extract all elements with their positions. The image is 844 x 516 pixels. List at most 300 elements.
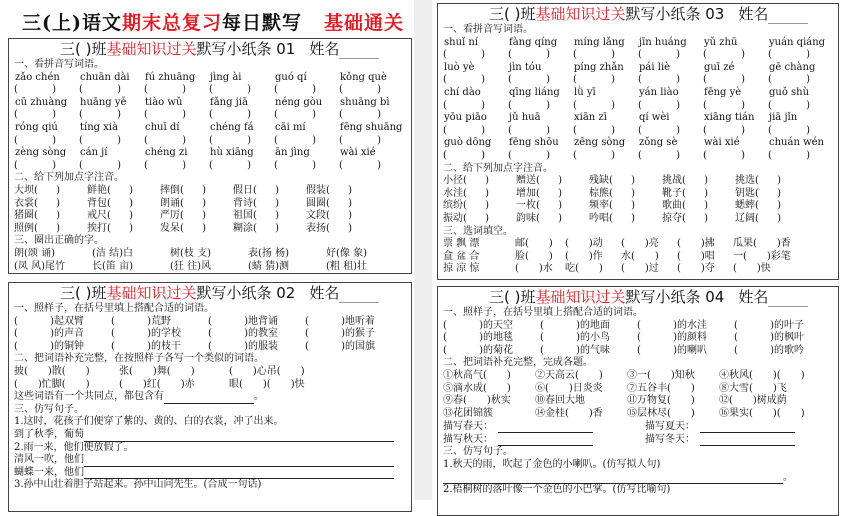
word: 摔倒: [160, 184, 180, 196]
name-input[interactable]: [768, 292, 808, 307]
item-text: 好(像 象): [326, 247, 367, 259]
word: 的歌吟: [774, 344, 804, 356]
answer-blank[interactable]: [111, 328, 151, 341]
item-text: 票 飘 漂: [443, 238, 480, 250]
word: 荒野: [151, 315, 171, 327]
word: 的叶子: [774, 319, 804, 331]
item-text: ( )心吊( ): [229, 365, 305, 377]
section-heading: 一、看拼音写词语。: [14, 59, 104, 70]
answer-blank[interactable]: [326, 198, 352, 211]
word: 赠送: [516, 175, 536, 187]
answer-blank[interactable]: [540, 345, 580, 358]
answer-blank[interactable]: [107, 185, 133, 198]
item-text: ①秋高气( ): [443, 369, 511, 381]
pinyin-word: zèng sòng: [15, 147, 67, 159]
pinyin-word: pái liè: [639, 61, 671, 73]
answer-blank[interactable]: [755, 200, 781, 213]
sheet-header: [14, 284, 411, 303]
item-text: ⑨春( )秋实: [443, 395, 511, 407]
answer-row: [14, 160, 411, 173]
word: 的喇叭: [677, 344, 707, 356]
answer-blank[interactable]: [209, 160, 251, 173]
answer-blank[interactable]: [703, 125, 745, 138]
name-label: 姓名: [309, 40, 340, 58]
item-text: 邮( ): [515, 238, 553, 250]
answer-blank[interactable]: [609, 213, 635, 226]
word: 发呆: [160, 222, 180, 234]
pinyin-word: jīn huáng: [639, 36, 687, 48]
answer-blank[interactable]: [144, 109, 186, 122]
answer-blank[interactable]: [682, 175, 708, 188]
answer-blank[interactable]: [144, 84, 186, 97]
answer-blank[interactable]: [339, 135, 381, 148]
answer-blank[interactable]: [253, 210, 279, 223]
answer-blank[interactable]: [463, 175, 489, 188]
pinyin-word: shuǐ ní: [444, 36, 479, 48]
answer-blank[interactable]: [107, 210, 133, 223]
pinyin-word: chuān dài: [80, 71, 130, 83]
answer-blank[interactable]: [508, 150, 550, 163]
pinyin-word: wài xié: [340, 147, 376, 159]
pinyin-word: chéng zi: [145, 147, 188, 159]
answer-blank[interactable]: [443, 345, 483, 358]
name-input[interactable]: [339, 44, 379, 59]
item-text: 水( ): [621, 250, 659, 262]
answer-blank[interactable]: [637, 320, 677, 333]
item-text: ⑯果实( )( ): [719, 407, 805, 419]
pinyin-word: jiā jǐn: [769, 112, 798, 124]
class-label: 三( )班: [60, 284, 107, 302]
answer-blank[interactable]: [253, 223, 279, 236]
sentence-text: 2.雨一来，他们便放假了。: [14, 441, 134, 453]
pinyin-word: fēng yè: [704, 86, 742, 98]
answer-blank[interactable]: [573, 150, 615, 163]
answer-blank[interactable]: [768, 100, 810, 113]
answer-blank[interactable]: [14, 316, 54, 329]
word: 水洼: [443, 187, 463, 199]
sheet-subtitle: 基础知识过关: [535, 5, 626, 23]
item-text: ⑫( )树成荫: [719, 395, 787, 407]
item-text: ( )快: [733, 263, 771, 275]
word: 残缺: [589, 175, 609, 187]
answer-blank[interactable]: [208, 316, 248, 329]
answer-blank[interactable]: [305, 328, 345, 341]
answer-blank[interactable]: [208, 328, 248, 341]
sentence-text: 1.秋天的雨，吹起了金色的小喇叭。(仿写拟人句): [443, 458, 661, 470]
answer-blank[interactable]: [703, 150, 745, 163]
answer-blank[interactable]: [339, 109, 381, 122]
answer-blank[interactable]: [14, 160, 56, 173]
answer-blank[interactable]: [573, 74, 615, 87]
answer-blank[interactable]: [443, 150, 485, 163]
answer-blank[interactable]: [305, 316, 345, 329]
answer-blank[interactable]: [443, 125, 485, 138]
item-text: ⑦五谷丰( ): [627, 382, 695, 394]
answer-blank[interactable]: [14, 84, 56, 97]
pinyin-word: shuāng bì: [340, 96, 390, 108]
answer-blank[interactable]: [536, 188, 562, 201]
fill-row: [443, 332, 838, 345]
sentence-text: 3.孙中山壮着胆子站起来。孙中山问先生。(合成一句话): [14, 479, 262, 491]
answer-blank[interactable]: [703, 100, 745, 113]
item-row: [443, 408, 838, 421]
pinyin-row: [14, 72, 411, 85]
section-heading: 一、照样子，在括号里填上搭配合适的词语。: [14, 303, 214, 314]
pinyin-word: xiāng tián: [704, 112, 755, 124]
answer-blank[interactable]: [443, 100, 485, 113]
pinyin-word: jìng ài: [210, 71, 242, 83]
word: 严厉: [160, 210, 180, 222]
answer-blank[interactable]: [34, 210, 60, 223]
answer-blank[interactable]: [638, 49, 680, 62]
answer-blank[interactable]: [253, 185, 279, 198]
answer-blank[interactable]: [573, 49, 615, 62]
name-label: 姓名: [309, 284, 340, 302]
answer-blank[interactable]: [326, 185, 352, 198]
fill-row: [14, 316, 411, 329]
answer-blank[interactable]: [180, 198, 206, 211]
pinyin-row: [443, 37, 838, 50]
item-text: 树(枝 支): [170, 247, 211, 259]
word: 朗诵: [160, 197, 180, 209]
answer-blank[interactable]: [682, 188, 708, 201]
answer-blank[interactable]: [734, 332, 774, 345]
answer-blank[interactable]: [209, 135, 251, 148]
answer-blank[interactable]: [463, 188, 489, 201]
section: [14, 235, 411, 273]
sheet-number: 默写小纸条 02: [196, 284, 296, 302]
answer-blank[interactable]: [443, 74, 485, 87]
answer-blank[interactable]: [209, 84, 251, 97]
answer-blank[interactable]: [638, 125, 680, 138]
item-text: 瓜果( )香: [733, 238, 791, 250]
answer-blank[interactable]: [34, 198, 60, 211]
answer-blank[interactable]: [637, 345, 677, 358]
answer-blank[interactable]: [305, 341, 345, 354]
section-heading: 三、圈出正确的字。: [14, 235, 104, 247]
section-heading: 一、照样子，在括号里填上搭配合适的词语。: [443, 307, 643, 318]
item-text: ( )夺: [677, 263, 715, 275]
word: 的颜料: [677, 332, 707, 344]
item-row: [14, 379, 411, 392]
answer-blank[interactable]: [508, 74, 550, 87]
answer-blank[interactable]: [638, 100, 680, 113]
answer-blank[interactable]: [638, 74, 680, 87]
section-heading: 二、给下列加点字注音。: [443, 162, 553, 174]
section: [14, 172, 411, 235]
item-text: 张( )舞( ): [119, 365, 195, 377]
section: [443, 446, 838, 496]
item-text: 掠 凉 惊: [443, 263, 480, 275]
sentence-text: 1.这时，花孩子们便穿了紫的、黄的、白的衣裳，冲了出来。: [14, 416, 284, 428]
pinyin-row: [443, 112, 838, 125]
word: 靴子: [662, 187, 682, 199]
answer-blank[interactable]: [326, 210, 352, 223]
word: 的菊花: [483, 344, 513, 356]
answer-blank[interactable]: [79, 160, 121, 173]
answer-row: [443, 74, 838, 87]
word: 地听着: [345, 315, 375, 327]
zhuyin-row: [14, 210, 411, 223]
item-text: ( )红( )赤: [119, 378, 195, 390]
name-label: 姓名: [738, 5, 769, 23]
answer-line[interactable]: [498, 434, 593, 446]
name-input[interactable]: [768, 9, 808, 24]
pinyin-word: hù xiāng: [210, 147, 254, 159]
word: 鲜艳: [87, 184, 107, 196]
word: 起双臂: [54, 315, 84, 327]
answer-blank[interactable]: [180, 223, 206, 236]
item-text: ( )过: [621, 263, 659, 275]
item-text: 一( )彩笔: [733, 250, 791, 262]
zhuyin-row: [14, 198, 411, 211]
answer-blank[interactable]: [703, 49, 745, 62]
pinyin-word: lǜ yī: [574, 86, 596, 98]
answer-blank[interactable]: [536, 213, 562, 226]
zhuyin-row: [14, 185, 411, 198]
answer-blank[interactable]: [508, 100, 550, 113]
word: 假日: [233, 184, 253, 196]
answer-blank[interactable]: [14, 135, 56, 148]
answer-blank[interactable]: [540, 320, 580, 333]
pinyin-word: róng qiú: [15, 121, 58, 133]
pinyin-row: [14, 122, 411, 135]
item-row: [443, 383, 838, 396]
answer-line[interactable]: [443, 472, 783, 484]
sheet-subtitle: 基础知识过关: [106, 284, 197, 302]
answer-line[interactable]: [700, 421, 795, 433]
word: 一枚: [516, 200, 536, 212]
answer-blank[interactable]: [144, 135, 186, 148]
answer-blank[interactable]: [274, 84, 316, 97]
answer-blank[interactable]: [508, 125, 550, 138]
sentence-line: [14, 391, 411, 404]
answer-blank[interactable]: [540, 332, 580, 345]
pinyin-word: cán jí: [80, 147, 108, 159]
answer-blank[interactable]: [79, 135, 121, 148]
item-text: 脸( ): [515, 250, 553, 262]
answer-line[interactable]: [498, 421, 593, 433]
answer-blank[interactable]: [79, 84, 121, 97]
sentence-line: [443, 484, 838, 497]
answer-blank[interactable]: [536, 200, 562, 213]
answer-blank[interactable]: [326, 223, 352, 236]
page-title: [22, 8, 405, 35]
word: 的小鸟: [580, 332, 610, 344]
answer-blank[interactable]: [111, 316, 151, 329]
answer-blank[interactable]: [443, 332, 483, 345]
pinyin-word: chí dào: [444, 86, 481, 98]
item-text: (洁 结)白: [92, 247, 133, 259]
pinyin-word: cāi mí: [275, 121, 306, 133]
word: 辽阔: [735, 212, 755, 224]
pinyin-word: yōu piāo: [444, 112, 487, 124]
word: 增加: [516, 187, 536, 199]
word: 掠夺: [662, 212, 682, 224]
answer-blank[interactable]: [209, 109, 251, 122]
answer-blank[interactable]: [609, 188, 635, 201]
sentence-line: [443, 459, 838, 472]
answer-blank[interactable]: [463, 200, 489, 213]
answer-blank[interactable]: [107, 223, 133, 236]
answer-blank[interactable]: [34, 223, 60, 236]
answer-blank[interactable]: [253, 198, 279, 211]
pinyin-word: wài xié: [704, 137, 740, 149]
pinyin-word: néng gòu: [275, 96, 323, 108]
answer-blank[interactable]: [180, 210, 206, 223]
section: [443, 24, 838, 163]
item-text: ⑧大雪( )飞: [719, 382, 787, 394]
item-text: ⑪万物复( ): [627, 395, 695, 407]
pinyin-word: fēng shōu: [509, 137, 559, 149]
sentence-text: 清风一吹，他们: [14, 454, 84, 466]
answer-blank[interactable]: [638, 150, 680, 163]
word: 照例: [14, 222, 34, 234]
answer-blank[interactable]: [536, 175, 562, 188]
answer-blank[interactable]: [703, 74, 745, 87]
answer-line[interactable]: [164, 392, 254, 404]
answer-blank[interactable]: [755, 213, 781, 226]
answer-blank[interactable]: [508, 49, 550, 62]
section-heading: 二、给下列加点字注音。: [14, 172, 124, 184]
sentence-line: [14, 429, 411, 442]
item-text: ( )忙脚( ): [14, 378, 90, 390]
pinyin-word: jǔ huā: [509, 112, 541, 124]
word: 的水洼: [677, 319, 707, 331]
answer-blank[interactable]: [573, 100, 615, 113]
item-row: [14, 366, 411, 379]
sheet-subtitle: 基础知识过关: [106, 40, 197, 58]
word: 圆圈: [306, 197, 326, 209]
answer-row: [14, 135, 411, 148]
answer-blank[interactable]: [463, 213, 489, 226]
answer-line[interactable]: [700, 434, 795, 446]
answer-blank[interactable]: [339, 84, 381, 97]
pinyin-word: gē chàng: [769, 61, 816, 73]
answer-blank[interactable]: [14, 109, 56, 122]
word: 的铜钟: [54, 340, 84, 352]
section-heading: 三、仿写句子。: [14, 403, 84, 415]
pinyin-word: fú zhuāng: [145, 71, 196, 83]
item-text: ⑬花团锦簇: [443, 407, 493, 419]
word: 猪圈: [14, 210, 34, 222]
answer-blank[interactable]: [443, 49, 485, 62]
name-input[interactable]: [339, 288, 379, 303]
answer-line[interactable]: [84, 467, 394, 479]
item-text: ( )唱: [677, 250, 715, 262]
word: 地背诵: [248, 315, 278, 327]
answer-blank[interactable]: [682, 213, 708, 226]
sheet-header: [443, 5, 838, 24]
answer-blank[interactable]: [144, 160, 186, 173]
word: 大坝: [14, 184, 34, 196]
describe-label: 描写冬天：: [645, 433, 695, 445]
answer-blank[interactable]: [573, 125, 615, 138]
answer-blank[interactable]: [734, 345, 774, 358]
answer-blank[interactable]: [609, 200, 635, 213]
answer-blank[interactable]: [34, 185, 60, 198]
answer-blank[interactable]: [609, 175, 635, 188]
section: [443, 163, 838, 226]
item-text: 披( )散( ): [14, 365, 90, 377]
section-heading: 二、把词语补充完整，完成各题。: [443, 357, 593, 369]
answer-blank[interactable]: [768, 49, 810, 62]
name-label: 姓名: [738, 288, 769, 306]
pinyin-row: [443, 62, 838, 75]
item-text: ( )拂: [677, 238, 715, 250]
answer-row: [443, 125, 838, 138]
answer-blank[interactable]: [768, 150, 810, 163]
answer-blank[interactable]: [180, 185, 206, 198]
answer-blank[interactable]: [14, 328, 54, 341]
answer-blank[interactable]: [274, 135, 316, 148]
answer-blank[interactable]: [443, 320, 483, 333]
pinyin-word: zǒng sè: [639, 137, 678, 149]
answer-blank[interactable]: [637, 332, 677, 345]
word: 的枫叶: [774, 332, 804, 344]
sentence-end: 。: [254, 391, 264, 403]
item-text: ⑩春回大地: [535, 395, 585, 407]
item-row: [14, 248, 411, 261]
pinyin-word: yán liào: [639, 86, 679, 98]
title-part-4: 基础通关: [324, 12, 405, 34]
item-row: [14, 261, 411, 274]
answer-blank[interactable]: [79, 109, 121, 122]
answer-line[interactable]: [84, 430, 394, 442]
title-part-1: 三(上)语文: [22, 12, 122, 34]
item-text: ( )亮: [621, 238, 659, 250]
section-heading: 一、看拼音写词语。: [443, 24, 533, 35]
pinyin-word: yuán qiáng: [769, 36, 826, 48]
answer-line[interactable]: [84, 455, 394, 467]
word: 的学校: [151, 328, 181, 340]
answer-blank[interactable]: [768, 125, 810, 138]
answer-blank[interactable]: [274, 160, 316, 173]
pinyin-word: tiào wǔ: [145, 96, 183, 108]
word: 戒尺: [87, 210, 107, 222]
item-text: (粗 租)壮: [326, 260, 367, 272]
answer-blank[interactable]: [682, 200, 708, 213]
pinyin-word: cū zhuàng: [15, 96, 68, 108]
pinyin-word: qí wèi: [639, 112, 670, 124]
answer-blank[interactable]: [111, 341, 151, 354]
answer-blank[interactable]: [755, 175, 781, 188]
sentence-text: 到了秋季，葡萄: [14, 428, 84, 440]
answer-blank[interactable]: [755, 188, 781, 201]
pinyin-word: zǎo chén: [15, 71, 60, 83]
answer-blank[interactable]: [107, 198, 133, 211]
item-text: ④秋风( )( ): [719, 369, 805, 381]
word: 歌曲: [662, 200, 682, 212]
answer-blank[interactable]: [14, 341, 54, 354]
fill-row: [443, 345, 838, 358]
item-text: ( )水: [515, 263, 553, 275]
pinyin-word: chuī dí: [145, 121, 180, 133]
pinyin-word: qīng liáng: [509, 86, 560, 98]
word: 假装: [306, 184, 326, 196]
fill-row: [443, 320, 838, 333]
describe-row: [443, 420, 838, 433]
answer-blank[interactable]: [208, 341, 248, 354]
title-part-2: 期末总复习: [121, 12, 222, 34]
answer-blank[interactable]: [274, 109, 316, 122]
word: 的声音: [54, 328, 84, 340]
answer-blank[interactable]: [339, 160, 381, 173]
answer-blank[interactable]: [734, 320, 774, 333]
worksheet-01: [8, 38, 412, 274]
answer-blank[interactable]: [768, 74, 810, 87]
answer-row: [14, 109, 411, 122]
